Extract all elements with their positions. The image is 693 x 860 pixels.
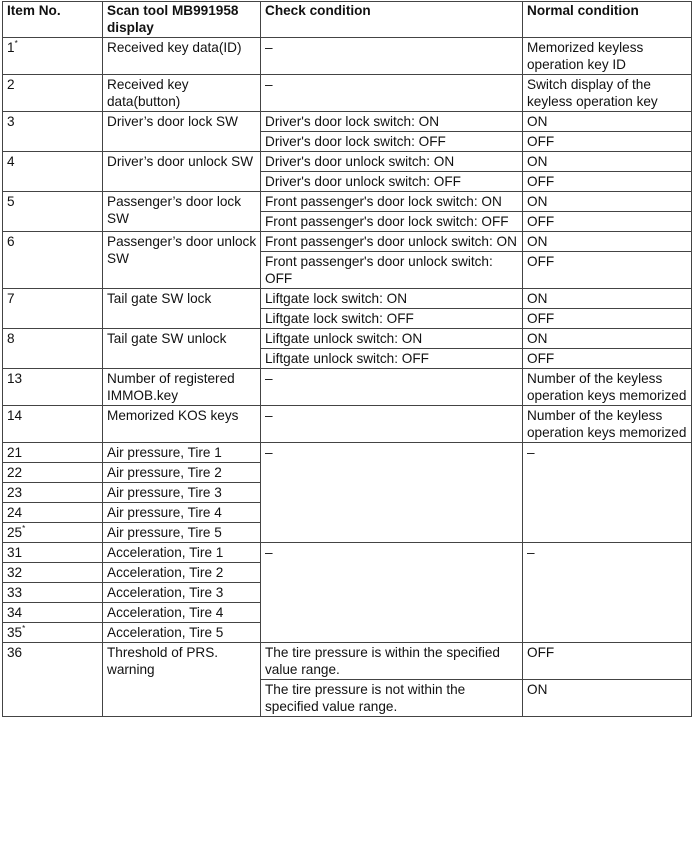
normal-condition-cell: – <box>523 443 692 543</box>
scan-tool-display-cell: Air pressure, Tire 3 <box>103 483 261 503</box>
item-number-cell <box>3 112 103 152</box>
normal-condition-cell: ON <box>523 152 692 172</box>
normal-condition-cell: OFF <box>523 172 692 192</box>
normal-condition-cell: OFF <box>523 252 692 289</box>
item-number: 6 <box>7 234 15 249</box>
check-condition-cell: Front passenger's door lock switch: OFF <box>261 212 523 232</box>
scan-tool-display-cell: Air pressure, Tire 2 <box>103 463 261 483</box>
normal-condition-cell: Switch display of the keyless operation key <box>523 75 692 112</box>
footnote-marker: * <box>22 524 26 533</box>
item-number-cell <box>3 503 103 523</box>
item-number: 36 <box>7 645 23 660</box>
scan-tool-display-cell: Tail gate SW lock <box>103 289 261 329</box>
check-condition-cell: – <box>261 543 523 643</box>
item-number: 5 <box>7 194 15 209</box>
scan-tool-display-cell: Air pressure, Tire 4 <box>103 503 261 523</box>
check-condition-cell: – <box>261 406 523 443</box>
item-number: 33 <box>7 585 23 600</box>
item-number: 2 <box>7 77 15 92</box>
scan-tool-display-cell: Air pressure, Tire 5 <box>103 523 261 543</box>
normal-condition-cell: ON <box>523 680 692 717</box>
normal-condition-cell: OFF <box>523 132 692 152</box>
item-number-cell <box>3 583 103 603</box>
item-number: 4 <box>7 154 15 169</box>
scan-tool-display-cell: Received key data(ID) <box>103 38 261 75</box>
item-number-cell <box>3 152 103 192</box>
item-number: 34 <box>7 605 23 620</box>
check-condition-cell: – <box>261 75 523 112</box>
scan-tool-display-cell: Acceleration, Tire 2 <box>103 563 261 583</box>
normal-condition-cell: OFF <box>523 309 692 329</box>
table-row <box>3 443 692 463</box>
table-row <box>3 152 692 172</box>
item-number: 22 <box>7 465 23 480</box>
table-row <box>3 192 692 212</box>
table-row <box>3 643 692 680</box>
check-condition-cell: – <box>261 443 523 543</box>
item-number-cell <box>3 463 103 483</box>
check-condition-cell: Front passenger's door unlock switch: OFF <box>261 252 523 289</box>
header-check-condition: Check condition <box>261 2 523 38</box>
scan-tool-display-cell: Number of registered IMMOB.key <box>103 369 261 406</box>
normal-condition-cell: Number of the keyless operation keys memorized <box>523 406 692 443</box>
scan-tool-display-cell: Driver’s door lock SW <box>103 112 261 152</box>
check-condition-cell: The tire pressure is not within the specified value range. <box>261 680 523 717</box>
table-row <box>3 406 692 443</box>
footnote-marker: * <box>14 39 18 48</box>
scan-tool-display-cell: Driver’s door unlock SW <box>103 152 261 192</box>
item-number-cell <box>3 38 103 75</box>
check-condition-cell: The tire pressure is within the specified value range. <box>261 643 523 680</box>
item-number: 25 <box>7 525 23 540</box>
item-number-cell <box>3 643 103 717</box>
check-condition-cell: Driver's door lock switch: ON <box>261 112 523 132</box>
item-number-cell <box>3 329 103 369</box>
scan-tool-display-cell: Acceleration, Tire 5 <box>103 623 261 643</box>
check-condition-cell: – <box>261 38 523 75</box>
normal-condition-cell: OFF <box>523 643 692 680</box>
item-number-cell <box>3 289 103 329</box>
check-condition-cell: Front passenger's door lock switch: ON <box>261 192 523 212</box>
normal-condition-cell: OFF <box>523 349 692 369</box>
table-row <box>3 38 692 75</box>
scan-tool-display-cell: Passenger’s door unlock SW <box>103 232 261 289</box>
item-number: 23 <box>7 485 23 500</box>
scan-tool-display-cell: Passenger’s door lock SW <box>103 192 261 232</box>
table-row <box>3 232 692 252</box>
header-scan-tool-display: Scan tool MB991958 display <box>103 2 261 38</box>
footnote-marker: * <box>22 624 26 633</box>
item-number-cell <box>3 443 103 463</box>
normal-condition-cell: ON <box>523 192 692 212</box>
table-row <box>3 329 692 349</box>
header-item-no: Item No. <box>3 2 103 38</box>
normal-condition-cell: ON <box>523 232 692 252</box>
item-number-cell <box>3 623 103 643</box>
item-number-cell <box>3 232 103 289</box>
normal-condition-cell: Number of the keyless operation keys memorized <box>523 369 692 406</box>
item-number: 3 <box>7 114 15 129</box>
check-condition-cell: Liftgate lock switch: ON <box>261 289 523 309</box>
normal-condition-cell: OFF <box>523 212 692 232</box>
item-number: 32 <box>7 565 23 580</box>
item-number-cell <box>3 523 103 543</box>
check-condition-cell: – <box>261 369 523 406</box>
item-number: 21 <box>7 445 23 460</box>
normal-condition-cell: Memorized keyless operation key ID <box>523 38 692 75</box>
item-number: 35 <box>7 625 23 640</box>
scan-tool-display-cell: Acceleration, Tire 3 <box>103 583 261 603</box>
item-number-cell <box>3 483 103 503</box>
item-number-cell <box>3 369 103 406</box>
item-number: 31 <box>7 545 23 560</box>
header-normal-condition: Normal condition <box>523 2 692 38</box>
item-number-cell <box>3 192 103 232</box>
table-row <box>3 75 692 112</box>
item-number: 8 <box>7 331 15 346</box>
item-number-cell <box>3 563 103 583</box>
check-condition-cell: Front passenger's door unlock switch: ON <box>261 232 523 252</box>
table-row <box>3 289 692 309</box>
check-condition-cell: Driver's door unlock switch: OFF <box>261 172 523 192</box>
table-row <box>3 369 692 406</box>
data-list-table <box>2 1 692 717</box>
item-number: 13 <box>7 371 23 386</box>
table-row <box>3 112 692 132</box>
normal-condition-cell: ON <box>523 329 692 349</box>
scan-tool-display-cell: Acceleration, Tire 1 <box>103 543 261 563</box>
item-number-cell <box>3 406 103 443</box>
item-number: 7 <box>7 291 15 306</box>
check-condition-cell: Liftgate unlock switch: OFF <box>261 349 523 369</box>
check-condition-cell: Liftgate unlock switch: ON <box>261 329 523 349</box>
check-condition-cell: Driver's door unlock switch: ON <box>261 152 523 172</box>
scan-tool-display-cell: Threshold of PRS. warning <box>103 643 261 717</box>
item-number-cell <box>3 543 103 563</box>
normal-condition-cell: ON <box>523 112 692 132</box>
scan-tool-display-cell: Acceleration, Tire 4 <box>103 603 261 623</box>
item-number: 24 <box>7 505 23 520</box>
scan-tool-display-cell: Air pressure, Tire 1 <box>103 443 261 463</box>
item-number: 1 <box>7 40 15 55</box>
table-body <box>3 38 692 717</box>
check-condition-cell: Liftgate lock switch: OFF <box>261 309 523 329</box>
scan-tool-display-cell: Memorized KOS keys <box>103 406 261 443</box>
normal-condition-cell: – <box>523 543 692 643</box>
scan-tool-display-cell: Received key data(button) <box>103 75 261 112</box>
item-number: 14 <box>7 408 23 423</box>
item-number-cell <box>3 75 103 112</box>
table-header-row <box>3 2 692 38</box>
scan-tool-display-cell: Tail gate SW unlock <box>103 329 261 369</box>
table-row <box>3 543 692 563</box>
normal-condition-cell: ON <box>523 289 692 309</box>
check-condition-cell: Driver's door lock switch: OFF <box>261 132 523 152</box>
item-number-cell <box>3 603 103 623</box>
